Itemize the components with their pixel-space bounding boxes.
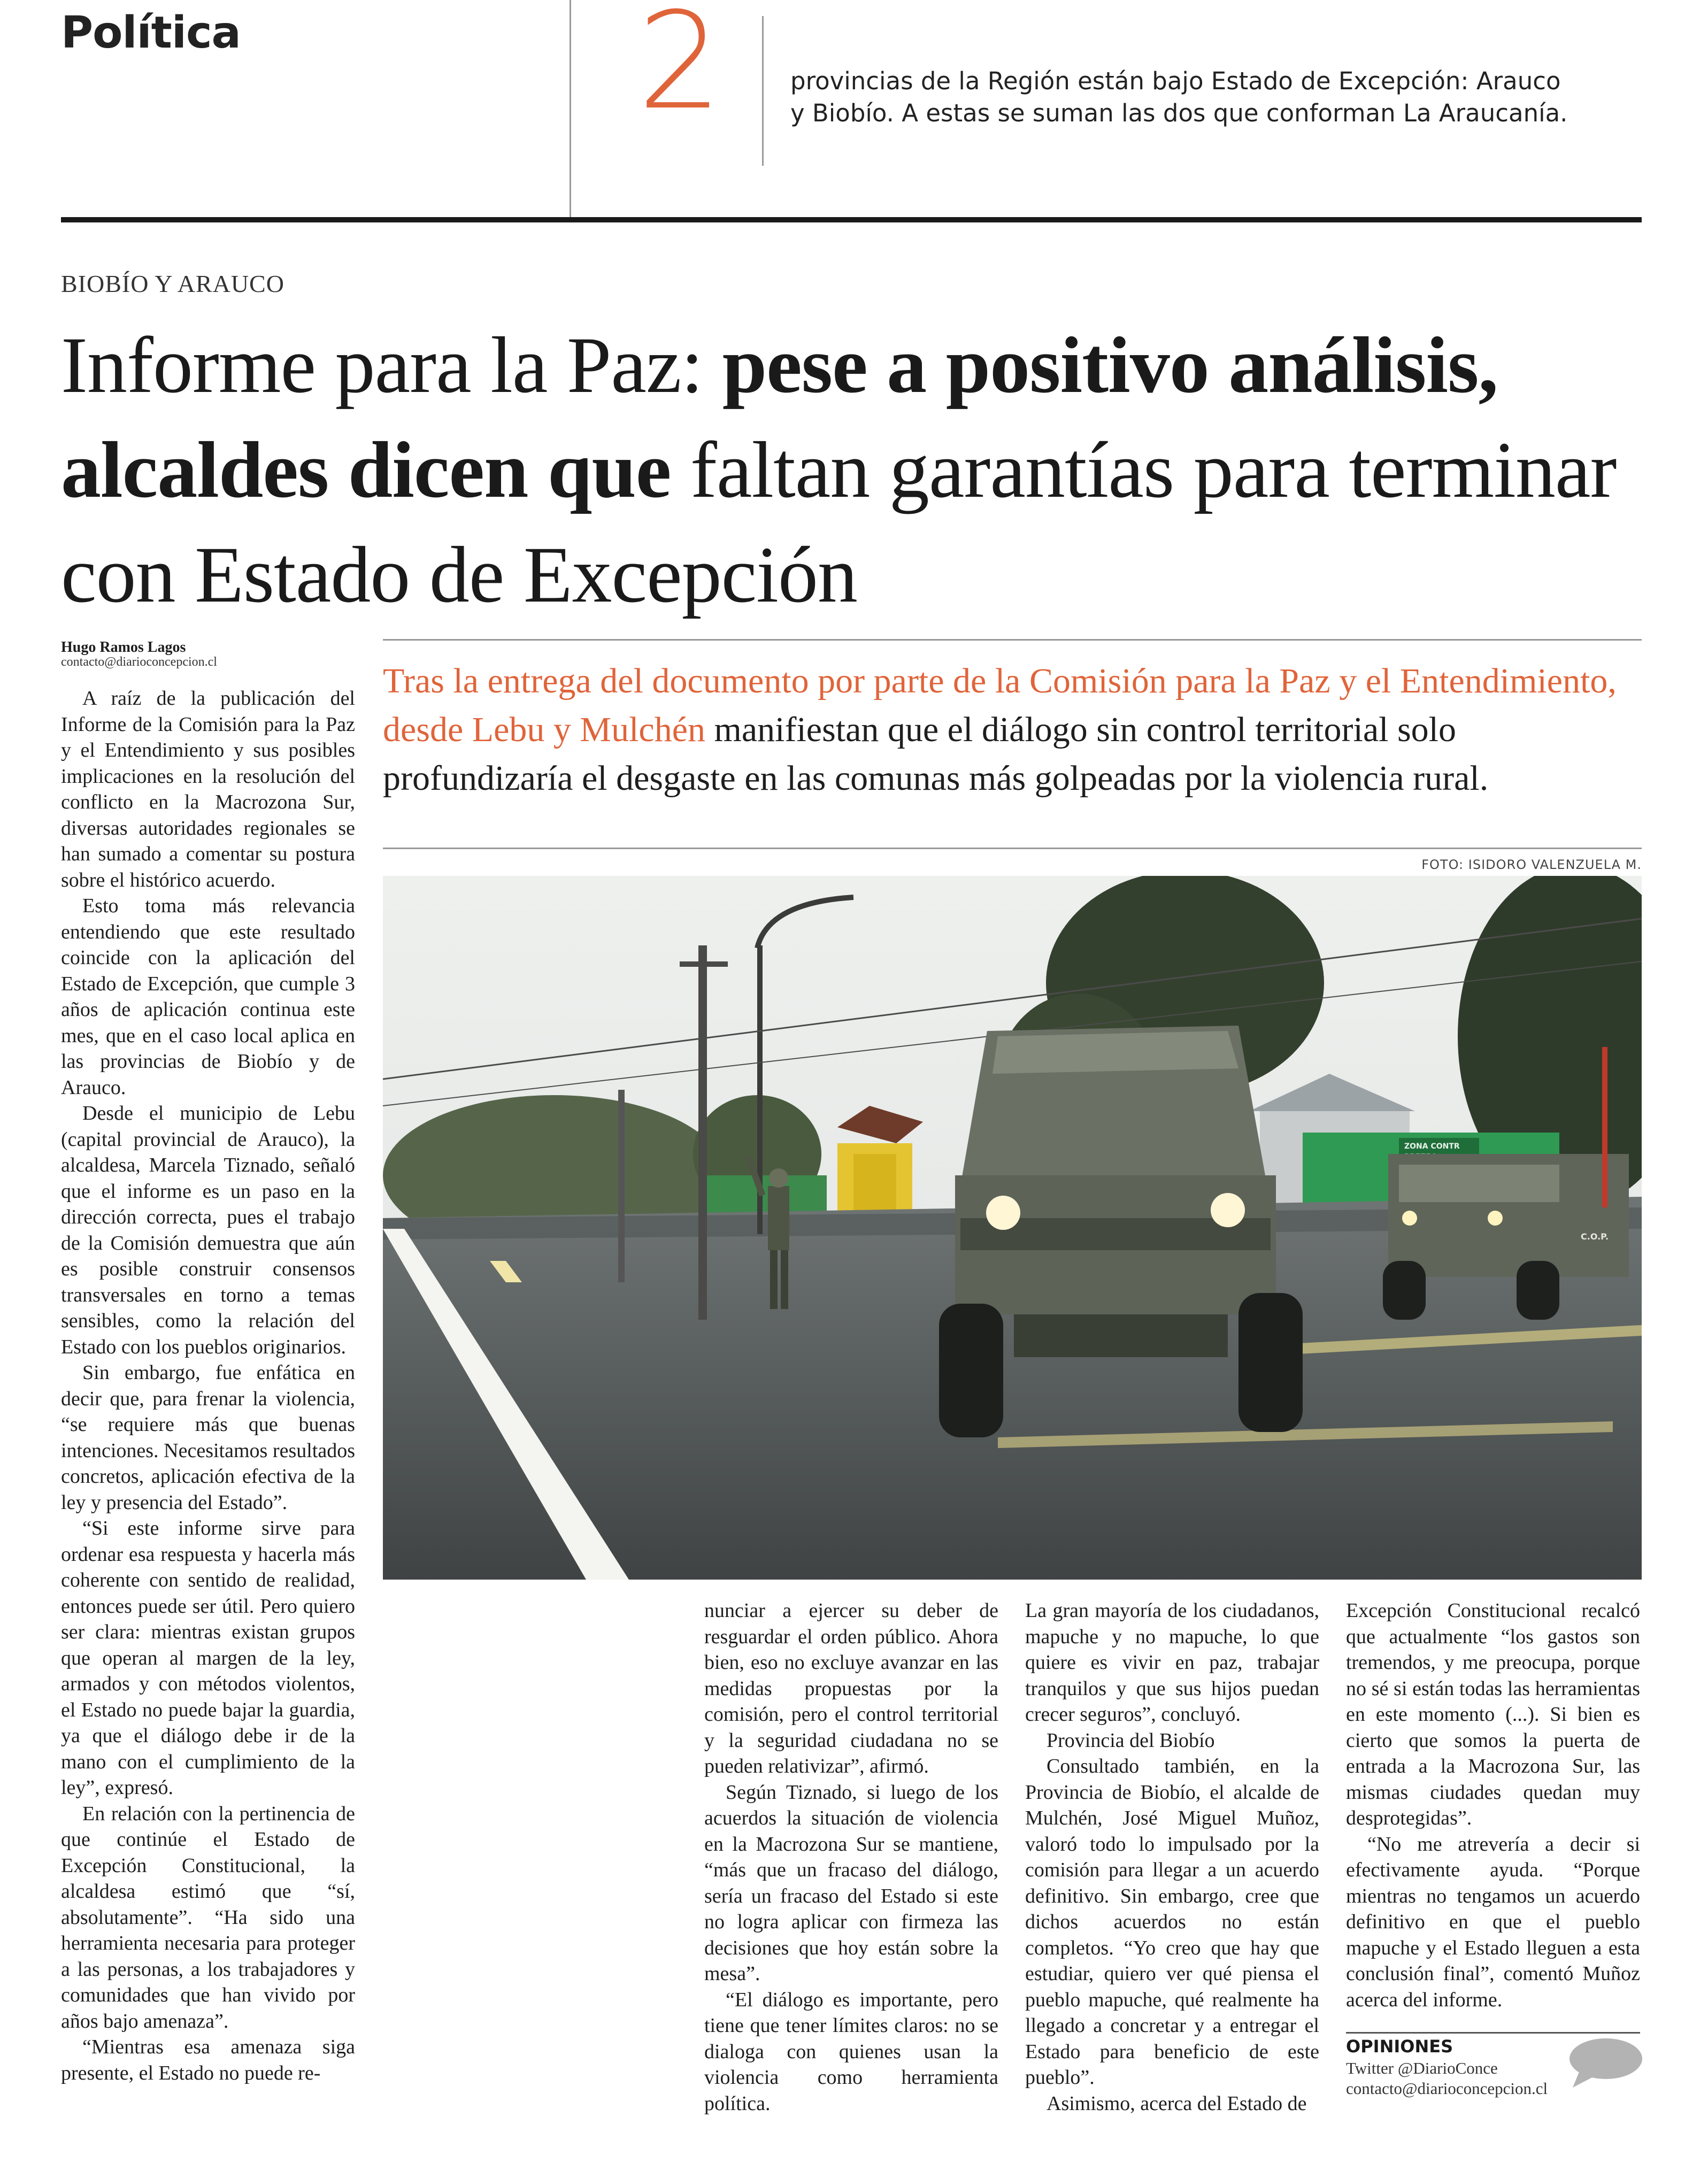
stat-divider (762, 16, 764, 166)
paragraph: “Si este informe sirve para ordenar esa respuesta y hacerla más coherente con sentido de realidad, entonces puede ser útil. Pero quiero ser clara: mientras existan grupos que operan al margen de la ley, armados y con métodos violentos, el Estado no puede bajar la guardia, ya que el diálogo debe ir de la mano con el cumplimiento de la ley”, expresó. (61, 1517, 355, 1799)
paragraph: Excepción Constitucional recalcó que actualmente “los gastos son tremendos, y me preocupa, porque no sé si están todas las herramientas en este momento (...). Si bien es cierto que somos la puerta de entrada a la Macrozona Sur, las mismas ciudades quedan muy desprotegidas”. (1346, 1599, 1640, 1829)
paragraph: nunciar a ejercer su deber de resguardar el orden público. Ahora bien, eso no excluye avanzar en las medidas propuestas por la comisión, pero el control territorial y la seguridad ciudadana no se pueden relativizar”, afirmó. (704, 1599, 998, 1777)
paragraph: “Mientras esa amenaza siga presente, el Estado no puede re- (61, 2036, 355, 2084)
body-column-4 (1346, 1598, 1640, 2013)
kicker: BIOBÍO Y ARAUCO (61, 270, 284, 297)
paragraph: Sin embargo, fue enfática en decir que, para frenar la violencia, “se requiere más que buenas intenciones. Necesitamos resultados concretos, aplicación efectiva de la ley y presencia del Estado”. (61, 1361, 355, 1514)
headline-part-2: pese a positivo análisis, alcaldes dicen que (61, 321, 1498, 514)
opiniones-email[interactable]: contacto@diarioconcepcion.cl (1346, 2079, 1548, 2098)
paragraph: Esto toma más relevancia entendiendo que este resultado coincide con la aplicación del Estado de Excepción, que cumple 3 años de aplicación continua este mes, que en el caso local aplica en las provincias de Biobío y de Arauco. (61, 895, 355, 1099)
opiniones-rule (1346, 2032, 1640, 2034)
paragraph: A raíz de la publicación del Informe de la Comisión para la Paz y el Entendimiento y sus posibles implicaciones en la resolución del conflicto en la Macrozona Sur, diversas autoridades regionales se han sumado a comentar su postura sobre el histórico acuerdo. (61, 687, 355, 891)
header-divider (570, 0, 571, 218)
paragraph: En relación con la pertinencia de que continúe el Estado de Excepción Constitucional, la alcaldesa estimó que “sí, absolutamente”. “Ha sido una herramienta necesaria para proteger a las personas, a los trabajadores y comunidades que han vivido por años bajo amenaza”. (61, 1802, 355, 2033)
speech-bubble-icon (1564, 2036, 1643, 2090)
byline-name: Hugo Ramos Lagos (61, 639, 186, 656)
deck-highlight: Tras la entrega del documento por parte de la Comisión para la Paz y el Entendimiento, desde Lebu y Mulchén (383, 661, 1617, 749)
opiniones-title: OPINIONES (1346, 2036, 1453, 2057)
paragraph: “No me atrevería a decir si efectivamente ayuda. “Porque mientras no tengamos un acuerdo definitivo en que el pueblo mapuche y el Estado lleguen a esta conclusión final”, comentó Muñoz acerca del informe. (1346, 1833, 1640, 2011)
subheading: Provincia del Biobío (1047, 1729, 1215, 1752)
body-column-2 (704, 1598, 998, 2116)
stat-number: 2 (637, 0, 723, 139)
headline-part-1: Informe para la Paz: (61, 321, 722, 410)
paragraph: Asimismo, acerca del Estado de (1047, 2092, 1307, 2115)
paragraph: La gran mayoría de los ciudadanos, mapuche y no mapuche, lo que quiere es vivir en paz, trabajar tranquilos y que sus hijos puedan crecer seguros”, concluyó. (1025, 1599, 1319, 1726)
body-column-1 (61, 686, 355, 2086)
deck-rule-top (383, 639, 1642, 641)
paragraph: Desde el municipio de Lebu (capital provincial de Arauco), la alcaldesa, Marcela Tiznado, señaló que el informe es un paso en la dirección correcta, pues el trabajo de la Comisión demuestra que aún es posible construir consensos transversales en torno a temas sensibles, como la relación del Estado con los pueblos originarios. (61, 1102, 355, 1358)
body-column-3 (1025, 1598, 1319, 2116)
paragraph: Según Tiznado, si luego de los acuerdos la situación de violencia en la Macrozona Sur se mantiene, “más que un fracaso del diálogo, sería un fracaso del Estado si este no logra aplicar con firmeza las decisiones que hoy están sobre la mesa”. (704, 1781, 998, 1985)
stat-text: provincias de la Región están bajo Estado de Excepción: Arauco y Biobío. A estas se suman las dos que conforman La Araucanía. (790, 67, 1568, 127)
headline (61, 313, 1655, 627)
paragraph: Consultado también, en la Provincia de Biobío, el alcalde de Mulchén, José Miguel Muñoz, valoró todo lo impulsado por la comisión para llegar a un acuerdo definitivo. Sin embargo, cree que dichos acuerdos no están completos. “Yo creo que hay que estudiar, quiero ver qué piensa el pueblo mapuche, qué realmente ha llegado a concretar y a entregar el Estado para beneficio de este pueblo”. (1025, 1755, 1319, 2089)
photo-credit: FOTO: ISIDORO VALENZUELA M. (1421, 857, 1642, 872)
vehicle-marking: C.O.P. (1581, 1231, 1609, 1242)
paragraph: “El diálogo es importante, pero tiene que tener límites claros: no se dialoga con quienes usan la violencia como herramienta política. (704, 1988, 998, 2115)
opiniones-twitter[interactable]: Twitter @DiarioConce (1346, 2059, 1498, 2077)
header-rule (61, 217, 1642, 222)
article-photo (383, 876, 1642, 1580)
deck-rest: manifiestan que el diálogo sin control territorial solo profundizaría el desgaste en las comunas más golpeadas por la violencia rural. (383, 710, 1489, 798)
deck-rule-bottom (383, 848, 1642, 849)
byline-email: contacto@diarioconcepcion.cl (61, 655, 217, 669)
headline-part-3: faltan garantías para terminar con Estado de Excepción (61, 426, 1617, 619)
container-sign-line-1: ZONA CONTR (1404, 1142, 1460, 1151)
deck (383, 657, 1642, 803)
section-title: Política (61, 7, 241, 58)
